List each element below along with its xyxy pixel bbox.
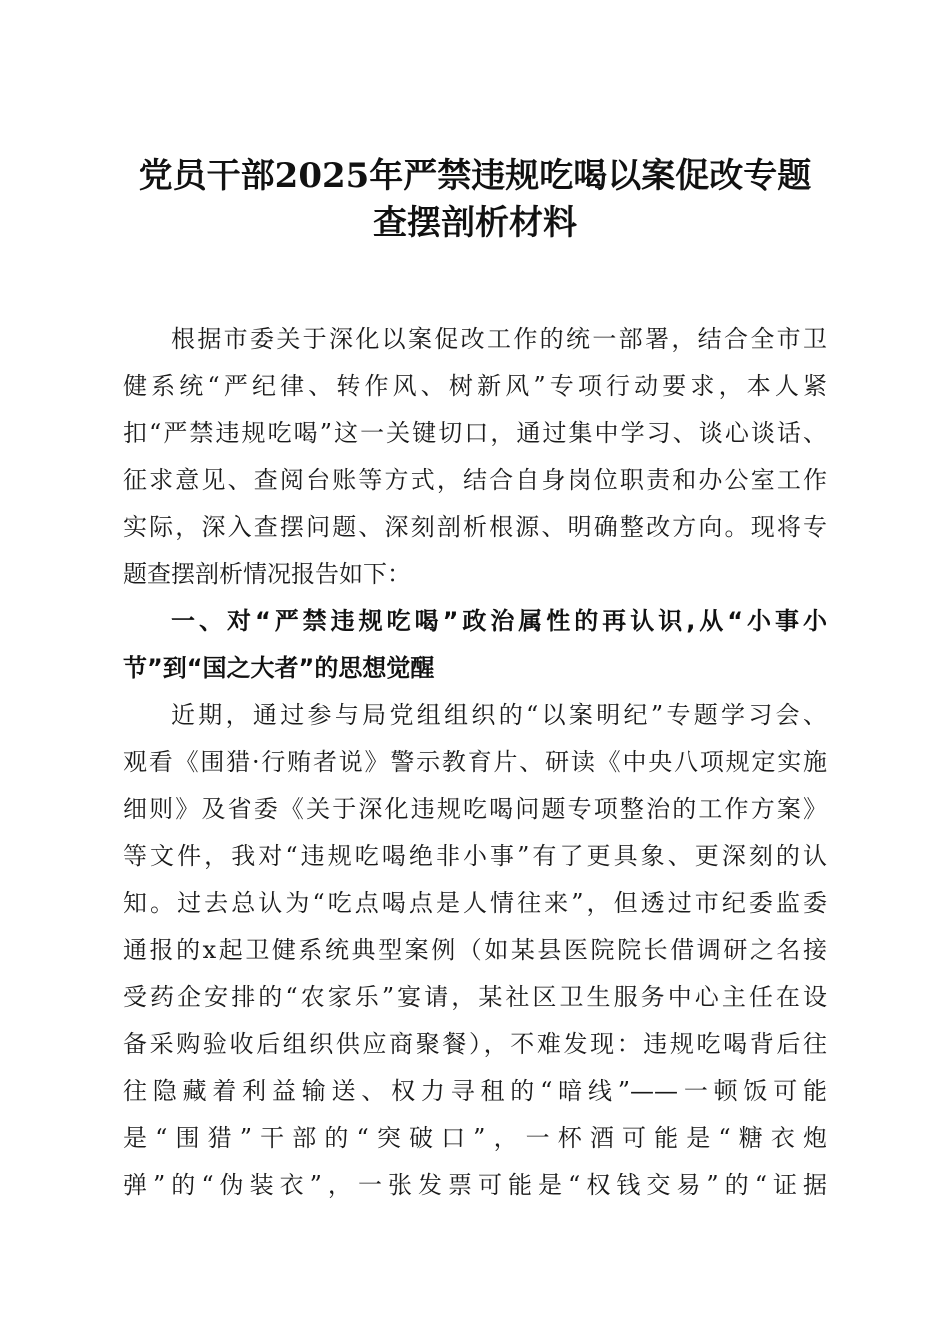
body-line: 备采购验收后组织供应商聚餐），不难发现：违规吃喝背后往 [123, 1030, 827, 1058]
body-line: 受药企安排的“农家乐”宴请，某社区卫生服务中心主任在设 [123, 983, 827, 1011]
body-line: 弹”的“伪装衣”，一张发票可能是“权钱交易”的“证据 [123, 1171, 827, 1199]
body-line: 是“围猎”干部的“突破口”，一杯酒可能是“糖衣炮 [123, 1124, 827, 1152]
body-line: 观看《围猎·行贿者说》警示教育片、研读《中央八项规定实施 [123, 748, 827, 776]
intro-line: 根据市委关于深化以案促改工作的统一部署，结合全市卫 [171, 325, 827, 353]
intro-line: 实际，深入查摆问题、深刻剖析根源、明确整改方向。现将专 [123, 513, 827, 541]
intro-line: 题查摆剖析情况报告如下： [123, 560, 411, 588]
section-heading-line: 一、对“严禁违规吃喝”政治属性的再认识,从“小事小 [171, 607, 827, 635]
document-title-line-2: 查摆剖析材料 [373, 203, 577, 243]
section-heading-line: 节”到“国之大者”的思想觉醒 [123, 654, 435, 682]
body-line: 细则》及省委《关于深化违规吃喝问题专项整治的工作方案》 [123, 795, 827, 823]
body-line: 等文件，我对“违规吃喝绝非小事”有了更具象、更深刻的认 [123, 842, 827, 870]
body-line: 知。过去总认为“吃点喝点是人情往来”，但透过市纪委监委 [123, 889, 827, 917]
body-line: 往隐藏着利益输送、权力寻租的“暗线”——一顿饭可能 [123, 1077, 827, 1105]
intro-line: 征求意见、查阅台账等方式，结合自身岗位职责和办公室工作 [123, 466, 827, 494]
body-line: 近期，通过参与局党组组织的“以案明纪”专题学习会、 [171, 701, 827, 729]
body-line: 通报的x起卫健系统典型案例（如某县医院院长借调研之名接 [123, 936, 827, 964]
document-title-line-1: 党员干部2025年严禁违规吃喝以案促改专题 [138, 156, 812, 196]
intro-line: 扣“严禁违规吃喝”这一关键切口，通过集中学习、谈心谈话、 [123, 419, 827, 447]
intro-line: 健系统“严纪律、转作风、树新风”专项行动要求，本人紧 [123, 372, 827, 400]
